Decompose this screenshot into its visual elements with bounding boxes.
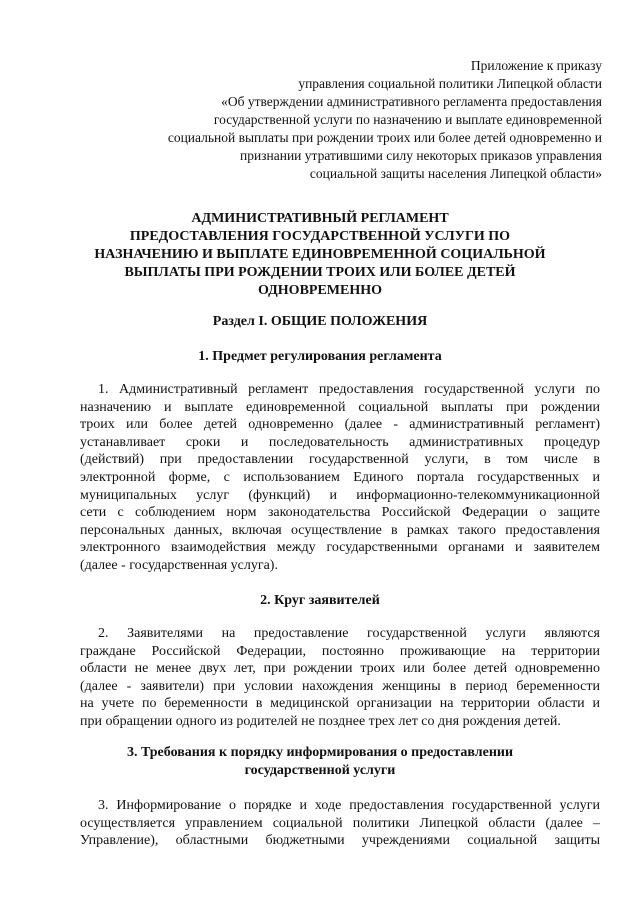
paragraph-line: при обращении одного из родителей не позднее трех лет со дня рождения детей.: [80, 713, 561, 729]
title-line: ПРЕДОСТАВЛЕНИЯ ГОСУДАРСТВЕННОЙ УСЛУГИ ПО: [129, 229, 511, 244]
subsection-1-heading: [40, 348, 600, 366]
appendix-line: государственной услуги по назначению и выплате единовременной: [213, 112, 602, 127]
appendix-line: «Об утверждении административного регламента предоставления: [221, 94, 602, 109]
subsection-1-paragraph: [80, 381, 600, 575]
paragraph-line: сети с соблюдением норм законодательства Российской Федерации о защите: [80, 505, 600, 521]
subsection-3-heading-line: 3. Требования к порядку информирования о предоставлении: [126, 745, 514, 760]
paragraph-line: муниципальных услуг (функций) и информационно-телекоммуникационной: [80, 487, 600, 503]
paragraph-line: (действий) при предоставлении государственной услуги, в том числе в: [80, 452, 600, 468]
paragraph-line: 2. Заявителями на предоставление государственной услуги являются: [98, 626, 600, 641]
paragraph-line: электронной форме, с использованием Единого портала государственных и: [80, 469, 600, 485]
subsection-3-heading-line: государственной услуги: [244, 763, 396, 778]
subsection-2-paragraph: [80, 625, 600, 731]
document-title: [70, 210, 570, 300]
paragraph-line: персональных данных, включая осуществление в рамках такого предоставления: [80, 522, 600, 538]
appendix-line: социальной защиты населения Липецкой области»: [309, 166, 602, 181]
appendix-line: социальной выплаты при рождении троих или более детей одновременно и: [167, 130, 602, 145]
paragraph-line: (далее - заявители) при условии нахождения женщины в период беременности: [80, 678, 600, 694]
paragraph-line: троих или более детей одновременно (далее - административный регламент): [80, 417, 600, 433]
section-heading: [40, 313, 600, 331]
paragraph-line: граждане Российской Федерации, постоянно проживающие на территории: [80, 643, 600, 659]
paragraph-line: (далее - государственная услуга).: [80, 557, 278, 573]
appendix-line: Приложение к приказу: [470, 58, 602, 73]
title-line: ВЫПЛАТЫ ПРИ РОЖДЕНИИ ТРОИХ ИЛИ БОЛЕЕ ДЕТЕЙ: [124, 265, 516, 280]
subsection-2-heading: [40, 592, 600, 610]
subsection-3-heading: [40, 744, 600, 780]
paragraph-line: Управление), областными бюджетными учреждениями социальной защиты: [80, 833, 600, 849]
paragraph-line: осуществляется управлением социальной политики Липецкой области (далее –: [80, 815, 600, 831]
title-line: ОДНОВРЕМЕННО: [257, 283, 383, 298]
paragraph-line: на учете по беременности в медицинской организации на территории области и: [80, 696, 600, 712]
paragraph-line: области не менее двух лет, при рождении троих или более детей одновременно: [80, 661, 600, 677]
appendix-line: управления социальной политики Липецкой области: [298, 76, 602, 91]
subsection-1-heading-text: 1. Предмет регулирования регламента: [198, 349, 442, 364]
paragraph-line: назначению и выплате единовременной социальной выплаты при рождении: [80, 399, 600, 415]
subsection-2-heading-text: 2. Круг заявителей: [260, 593, 380, 608]
subsection-3-paragraph: [80, 797, 600, 850]
appendix-note: [142, 57, 602, 183]
paragraph-line: электронного взаимодействия между государственными органами и заявителем: [80, 540, 600, 556]
title-line: АДМИНИСТРАТИВНЫЙ РЕГЛАМЕНТ: [191, 211, 449, 226]
appendix-line: признании утратившими силу некоторых приказов управления: [239, 148, 602, 163]
paragraph-line: 3. Информирование о порядке и ходе предоставления государственной услуги: [98, 798, 600, 813]
paragraph-line: устанавливает сроки и последовательность административных процедур: [80, 434, 600, 450]
section-heading-text: Раздел I. ОБЩИЕ ПОЛОЖЕНИЯ: [212, 314, 428, 329]
title-line: НАЗНАЧЕНИЮ И ВЫПЛАТЕ ЕДИНОВРЕМЕННОЙ СОЦИАЛЬНОЙ: [94, 247, 546, 262]
paragraph-line: 1. Административный регламент предоставления государственной услуги по: [98, 382, 600, 397]
